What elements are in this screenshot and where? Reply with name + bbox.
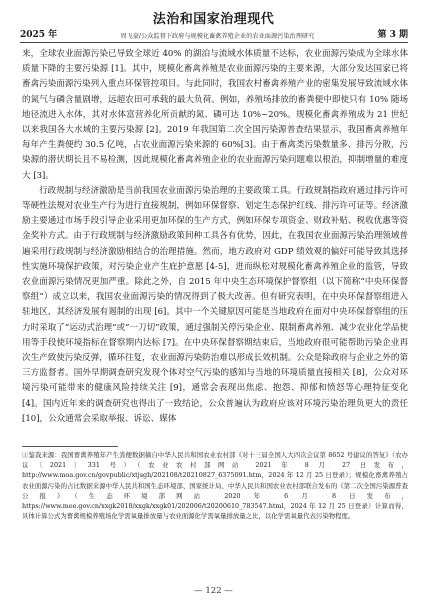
footnote-text: ①鉴裁来源：我国畜禽养殖年产生粪便数据摘自中华人民共和国农业农村部《对十三届全国人大四次会议第 8652 号建议的答复》（农办议〔2021〕331 号）（农业农村部网站 2021 年 8 月 27 日发布，http://www.moa.gov.cn/govpublic/xtjsgh/202108/t20210827_6375091.htm，2024 年 12 月 25 日登录）；规模化畜禽养殖占农业面源污染的占比数据来源中华人民共和国生态环境部、国家统计局、中华人民共和国农业农村部联合发布的《第二次全国污染源普查公报》（生态环境部网站 2020 年 6 月 8 日发布，https://www.mee.gov.cn/xxgk2018/xxgk/xxgk01/202006/t20200610_783547.html，2024 年 12 月 25 日登录）计算而得，具体计算公式为畜禽规模养殖场化学需氧量排放量与农业面源化学需氧量排放量之比，以化学需氧量代表污染物程度。: [22, 451, 408, 521]
footnote: [22, 450, 408, 574]
header-divider: [20, 42, 408, 43]
page-number: — 122 —: [194, 586, 233, 596]
header-article-title: 周飞豪/公众监督下政府与规模化畜禽养殖企业的农业面源污染治理研究: [120, 33, 315, 40]
body-paragraph: 来，全球农业面源污染已导致全球近 40% 的湖泊与流域水体质量不达标，农业面源污染成为全球水体质量下降的主要污染源 [1]。其中，规模化畜禽养殖是农业面源污染的主要来源，大部分发达国家已将畜禽污染面源污染列入重点环保管控项目。与此同时，我国农村畜禽养殖产业的密集发展导致流域水体的氮气与磷含量剧增，远超农田可承载的最大负荷。例如，养殖场排放的畜粪便中即使只有 10% 随场地径流进入水体，其对水体富营养化所贡献的氮、磷可达 10%~20%。规模化畜禽养殖成为 21 世纪以来我国各大水域的主要污染源 [2]。2019 年我国第二次全国污染源普查结果显示，我国畜禽养殖年每年产生粪便约 30.5 亿吨，占农业面源污染来源的 60%[3]。由于畜禽类污染数量多、排污分散，污染源的潜伏期长且不易检测，因此规模化畜禽养殖企业的农业面源污染问题难以根治，抑制增量的难度大 [3]。: [22, 49, 408, 181]
header-year: 2025 年: [20, 30, 58, 40]
article-body: [22, 47, 408, 442]
footnote-divider: [22, 446, 118, 447]
journal-title: 法治和国家治理现代: [152, 12, 275, 27]
body-paragraph: 行政规制与经济激励是当前我国农业面源污染治理的主要政策工具。行政规制指政府通过排污许可等硬性法规对农业生产行为进行直接规制，例如环保督察、划定生态保护红线、排污许可证等。经济激励主要通过市场手段引导企业采用更加环保的生产方式，例如环保专项资金、财政补贴、税收优惠等资金奖补方式。由于行政规制与经济激励政策间种工具各有优势，因此，在我国农业面源污染治理领域普遍采用行政规制与经济激励相结合的治理措施。然而，地方政府对 GDP 绩效观的偏好可能导致其选择性实施环境保护政策，对污染企业产生庇护意愿 [4-5]，进而纵松对规模化畜禽养殖企业的监管，导致农业面源污染情况更加严重。除此之外，自 2015 年中央生态环境保护督察组（以下简称“中央环保督察组”）成立以来，我国农业面源污染的情况得到了极大改善。但有研究表明，在中央环保督察组进入驻地区，其经济发展有遏制的出现 [6]。其中一个关键原因可能是当地政府在面对中央环保督察组的压力时采取了“运动式治理”或“一刀切”政策，通过强制关停污染企业、限制畜禽养殖、减少农业化学品使用等手段使环境指标在督察期内达标 [7]。在中央环保督察期结束后，当地政府很可能帮助污染企业再次生产致使污染反弹，循环往复，农业面源污染防治难以形成长效机制。公众是除政府与企业之外的第三方监督者。国外早期调查研究发现个体对空气污染的感知与当地的环境质量直接相关 [8]，公众对环境污染可能带来的健康风险持续关注 [9]，通常会表现出焦虑、抱怨、抑郁和愤怒等心理特征变化 [4]。国内近年来的调查研究也得出了一致结论，公众普遍认为政府应该对环境污染治理负更大的责任 [10]，公众通常会采取举报、诉讼、媒体: [22, 185, 408, 424]
header-issue: 第 3 期: [377, 30, 408, 40]
running-header: [20, 26, 408, 40]
